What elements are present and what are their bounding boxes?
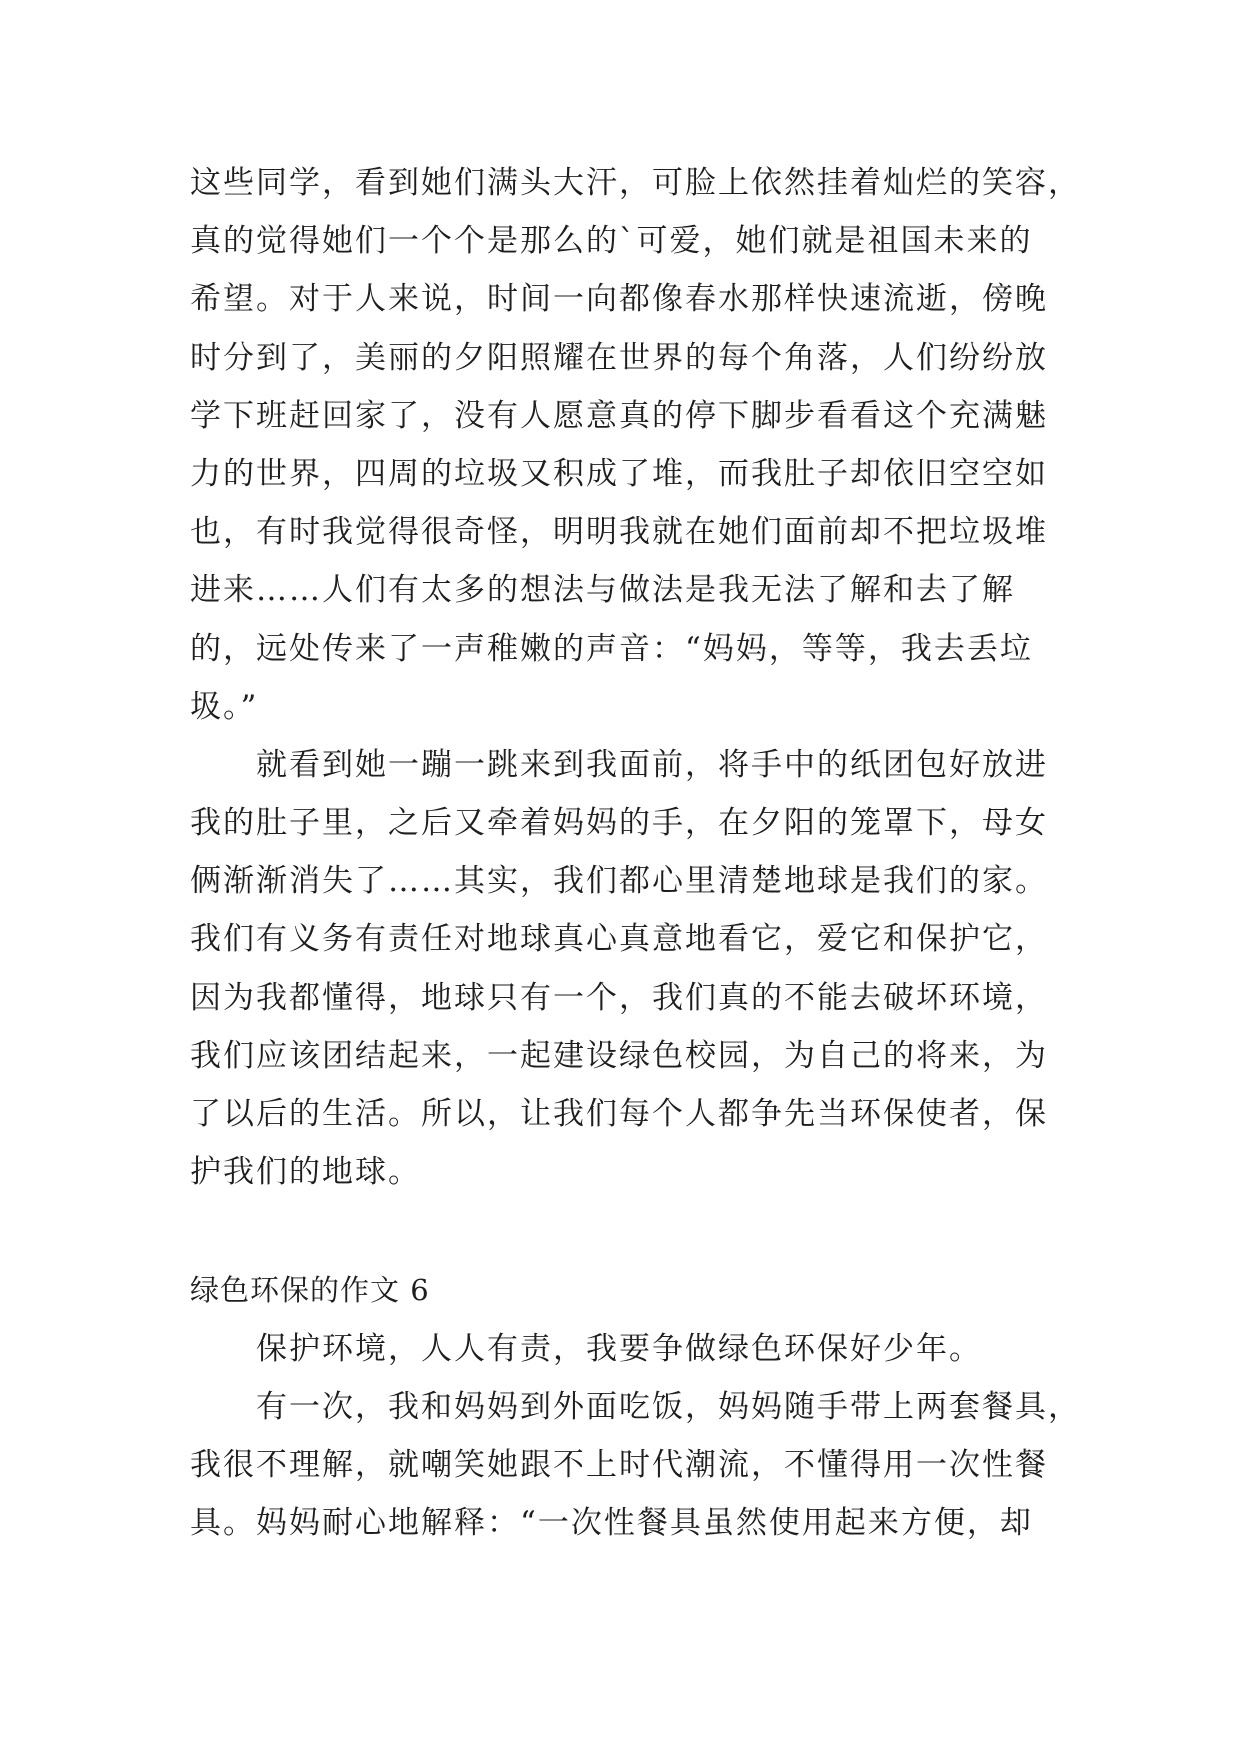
paragraph bbox=[190, 1378, 1081, 1553]
text-line: 我们有义务有责任对地球真心真意地看它，爱它和保护它， bbox=[190, 921, 1048, 958]
text-line: 俩渐渐消失了……其实，我们都心里清楚地球是我们的家。 bbox=[190, 863, 1048, 900]
text-line: 学下班赶回家了，没有人愿意真的停下脚步看看这个充满魅 bbox=[190, 397, 1048, 434]
text-line: 因为我都懂得，地球只有一个，我们真的不能去破坏环境， bbox=[190, 979, 1048, 1016]
paragraph bbox=[190, 1320, 1050, 1378]
text-line: 力的世界，四周的垃圾又积成了堆，而我肚子却依旧空空如 bbox=[190, 455, 1048, 492]
text-line: 时分到了，美丽的夕阳照耀在世界的每个角落，人们纷纷放 bbox=[190, 339, 1048, 376]
text-line: 圾。” bbox=[190, 688, 259, 725]
text-line: 也，有时我觉得很奇怪，明明我就在她们面前却不把垃圾堆 bbox=[190, 514, 1048, 551]
section-heading: 绿色环保的作文 6 bbox=[190, 1273, 430, 1308]
text-line: 有一次，我和妈妈到外面吃饭，妈妈随手带上两套餐具， bbox=[256, 1388, 1081, 1425]
text-line: 这些同学，看到她们满头大汗，可脸上依然挂着灿烂的笑容， bbox=[190, 165, 1081, 201]
text-line: 保护环境，人人有责，我要争做绿色环保好少年。 bbox=[256, 1330, 982, 1367]
document-body bbox=[190, 154, 1081, 1552]
text-line: 我的肚子里，之后又牵着妈妈的手，在夕阳的笼罩下，母女 bbox=[190, 805, 1048, 842]
paragraph bbox=[190, 736, 1050, 1202]
paragraph-spacer bbox=[190, 1201, 1050, 1261]
text-line: 我们应该团结起来，一起建设绿色校园，为自己的将来，为 bbox=[190, 1037, 1048, 1074]
text-line: 进来……人们有太多的想法与做法是我无法了解和去了解 bbox=[190, 572, 1015, 609]
text-line: 护我们的地球。 bbox=[190, 1154, 421, 1191]
text-line: 了以后的生活。所以，让我们每个人都争先当环保使者，保 bbox=[190, 1096, 1048, 1132]
text-line: 真的觉得她们一个个是那么的`可爱，她们就是祖国未来的 bbox=[190, 223, 1033, 260]
paragraph-continued bbox=[190, 154, 1081, 736]
text-line: 希望。对于人来说，时间一向都像春水那样快速流逝，傍晚 bbox=[190, 281, 1048, 318]
text-line: 我很不理解，就嘲笑她跟不上时代潮流，不懂得用一次性餐 bbox=[190, 1446, 1048, 1483]
text-line: 的，远处传来了一声稚嫩的声音：“妈妈，等等，我去丢垃 bbox=[190, 630, 1033, 667]
text-line: 就看到她一蹦一跳来到我面前，将手中的纸团包好放进 bbox=[256, 746, 1048, 783]
text-line: 具。妈妈耐心地解释：“一次性餐具虽然使用起来方便，却 bbox=[190, 1505, 1033, 1542]
